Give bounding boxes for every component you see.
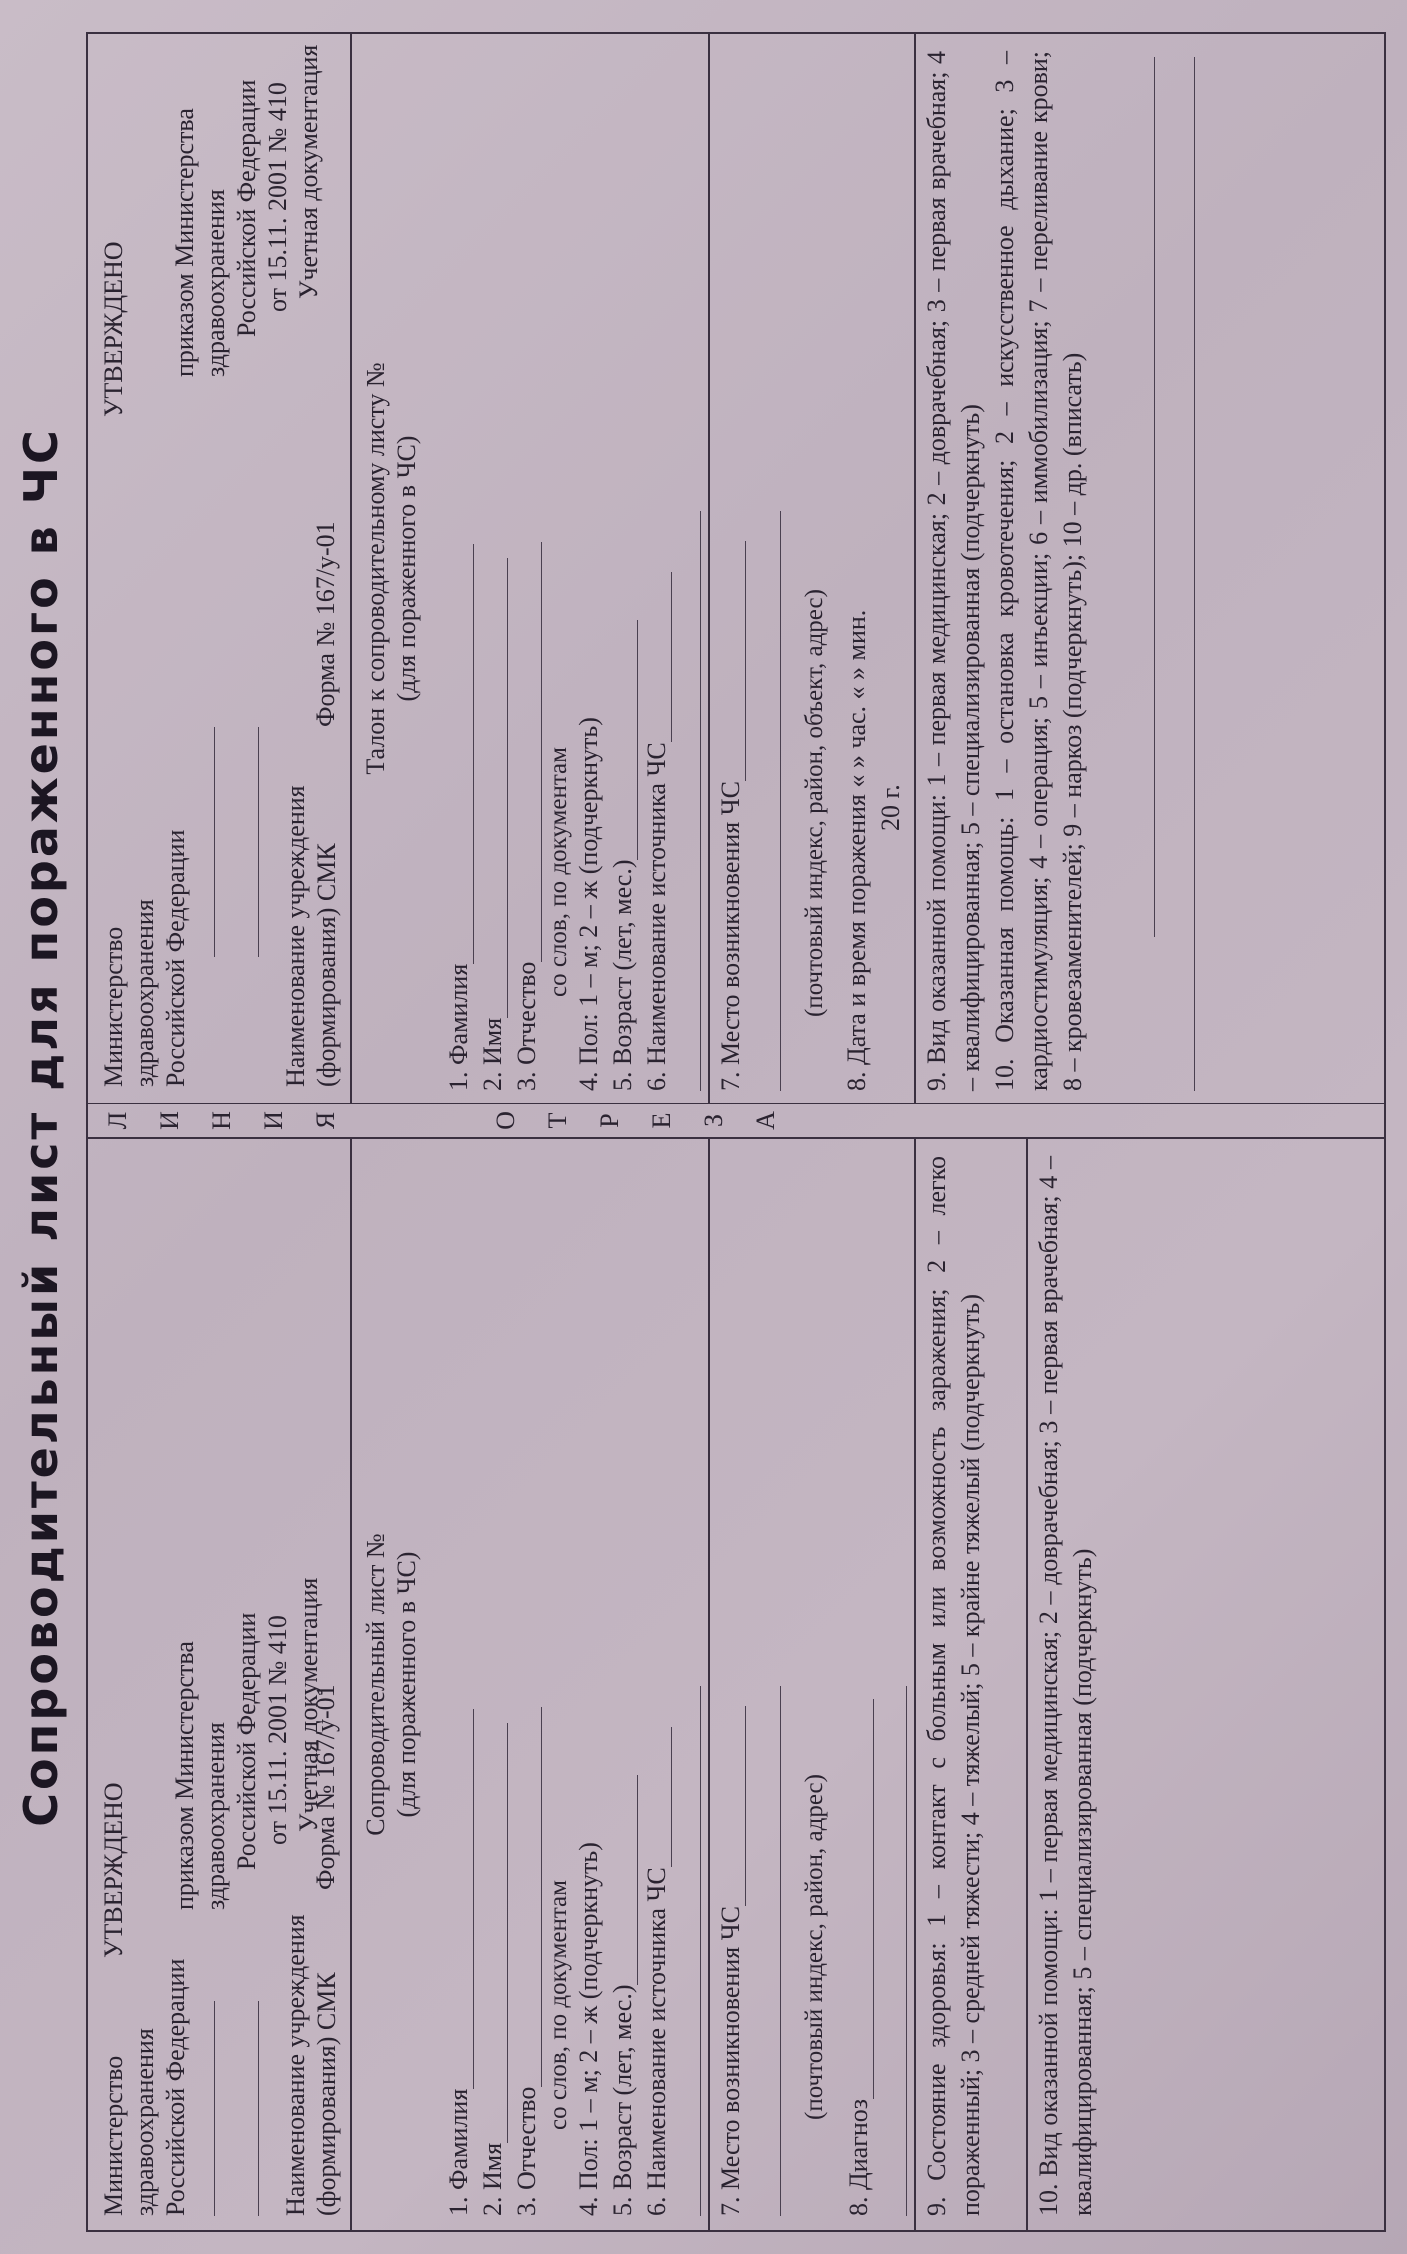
approved-label: УТВЕРЖДЕНО xyxy=(99,1782,128,1958)
field-emergency-location: 7. Место возникновения ЧС xyxy=(716,1706,746,2216)
location-note: (почтовый индекс, район, адрес) xyxy=(801,1774,828,2120)
patronymic-note: со слов, по документам xyxy=(545,747,572,997)
coupon-title: Талон к сопроводительному листу № (для пораженного в ЧС) xyxy=(361,362,421,775)
patronymic-note: со слов, по документам xyxy=(545,1880,572,2130)
separator xyxy=(914,1139,916,2230)
document-title: Сопроводительный лист для пораженного в ЧС xyxy=(14,427,68,1827)
separator xyxy=(708,1139,710,2230)
field-surname: 1. Фамилия xyxy=(444,1709,474,2216)
sheet-title: Сопроводительный лист № (для пораженного в ЧС) xyxy=(361,1533,421,1836)
accompanying-sheet xyxy=(88,1137,1384,2230)
separator xyxy=(914,34,916,1103)
field-assistance-type: 10. Вид оказанной помощи: 1 – первая медицинская; 2 – доврачебная; 3 – первая врачебная; 4 – квалифицированная; 5 – специализированная (подчеркнуть) xyxy=(1034,1156,1097,2216)
field-diagnosis: 8. Диагноз xyxy=(844,1699,874,2216)
approval-block: УТВЕРЖДЕНО приказом Министерства здравоохранения Российской Федерации от 15.11. 2001 № 410 Учетная документация xyxy=(99,44,323,417)
coupon-sheet xyxy=(88,34,1384,1137)
separator xyxy=(350,34,352,1103)
blank-line xyxy=(780,1686,781,2216)
header-blank-line xyxy=(258,2001,259,2216)
tear-off-strip: Л И Н И Я О Т Р Е З А xyxy=(88,1103,1384,1137)
header-blank-line xyxy=(214,727,215,957)
ministry-header: Министерство здравоохранения Российской Федерации xyxy=(99,1958,190,2216)
field-emergency-location: 7. Место возникновения ЧС xyxy=(716,541,746,1091)
form-number: Форма № 167/у-01 xyxy=(311,1684,340,1890)
field-patronymic: 3. Отчество xyxy=(512,1707,542,2216)
blank-line xyxy=(700,511,701,1091)
approved-label: УТВЕРЖДЕНО xyxy=(99,241,128,417)
institution-label: Наименование учреждения (формирования) СМК xyxy=(281,785,341,1087)
field-patronymic: 3. Отчество xyxy=(512,542,542,1091)
blank-line xyxy=(1154,57,1155,937)
field-name: 2. Имя xyxy=(478,558,508,1091)
field-sex: 4. Пол: 1 – м; 2 – ж (подчеркнуть) xyxy=(574,1842,603,2216)
location-note: (почтовый индекс, район, объект, адрес) xyxy=(801,589,828,1017)
field-emergency-source: 6. Наименование источника ЧС xyxy=(642,1727,672,2216)
field-injury-year: 20 г. xyxy=(876,784,905,831)
ministry-header: Министерство здравоохранения Российской Федерации xyxy=(99,829,190,1087)
blank-line xyxy=(780,511,781,1091)
separator xyxy=(350,1139,352,2230)
form-frame xyxy=(86,32,1386,2232)
blank-line xyxy=(906,1686,907,2216)
field-emergency-source: 6. Наименование источника ЧС xyxy=(642,572,672,1091)
header-blank-line xyxy=(258,727,259,957)
field-surname: 1. Фамилия xyxy=(444,544,474,1091)
blank-line xyxy=(1194,57,1195,1091)
field-assistance-type: 9. Вид оказанной помощи: 1 – первая медицинская; 2 – доврачебная; 3 – первая врачебная; 4 – квалифицированная; 5 – специализированная (подчеркнуть) xyxy=(922,51,985,1091)
field-name: 2. Имя xyxy=(478,1723,508,2216)
blank-line xyxy=(700,1686,701,2216)
field-age: 5. Возраст (лет, мес.) xyxy=(608,620,638,1091)
separator xyxy=(1026,1139,1028,2230)
institution-label: Наименование учреждения (формирования) СМК xyxy=(281,1914,341,2216)
field-injury-datetime: 8. Дата и время поражения « » час. « » мин. xyxy=(842,609,871,1091)
separator xyxy=(708,34,710,1103)
form-number: Форма № 167/у-01 xyxy=(311,521,340,727)
header-blank-line xyxy=(214,2001,215,2216)
field-health-state: 9. Состояние здоровья: 1 – контакт с больным или возможность заражения; 2 – легко пораженный; 3 – средней тяжести; 4 – тяжелый; 5 – крайне тяжелый (подчеркнуть) xyxy=(922,1156,985,2216)
field-assistance-provided: 10. Оказанная помощь: 1 – остановка кровотечения; 2 – искусственное дыхание; 3 – кардиостимуляция; 4 – операция; 5 – инъекции; 6 – иммобилизация; 7 – переливание крови; 8 – кровезаменителей; 9 – наркоз (подчеркнуть); 10 – др. (вписать) xyxy=(990,51,1087,1091)
field-sex: 4. Пол: 1 – м; 2 – ж (подчеркнуть) xyxy=(574,717,603,1091)
field-age: 5. Возраст (лет, мес.) xyxy=(608,1775,638,2216)
approval-block: УТВЕРЖДЕНО приказом Министерства здравоохранения Российской Федерации от 15.11. 2001 № 410 Учетная документация xyxy=(98,1650,324,1980)
